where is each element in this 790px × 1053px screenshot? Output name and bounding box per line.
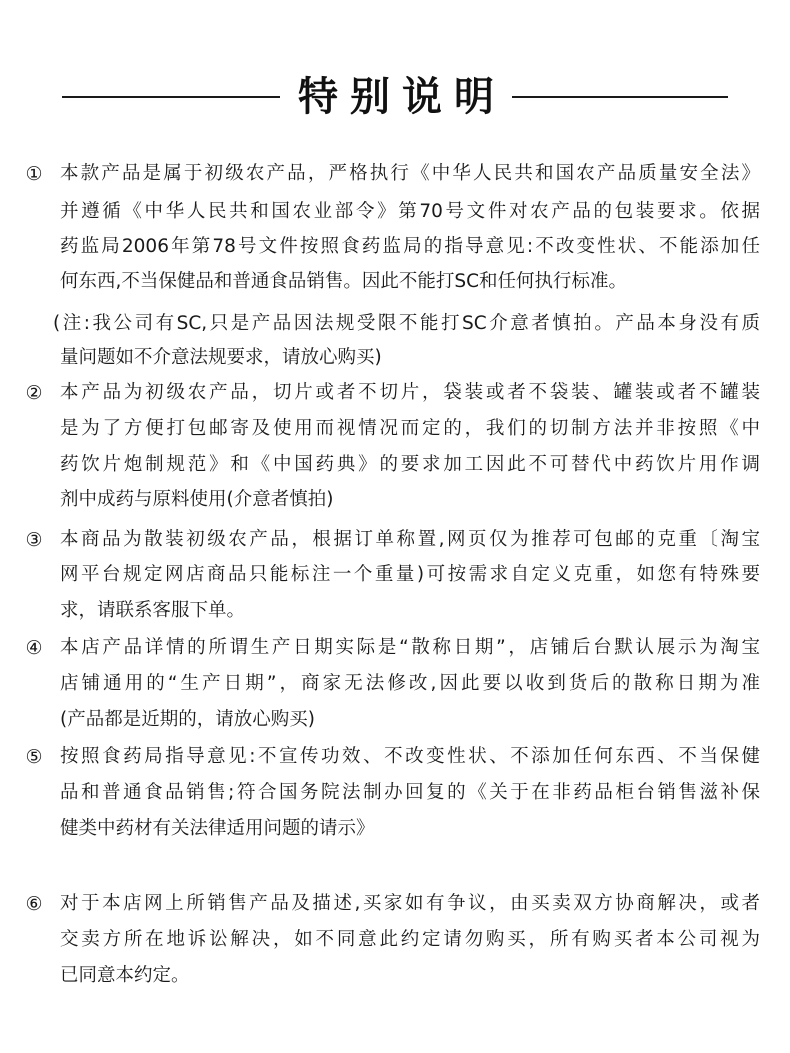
section-4-line-1: [0, 637, 790, 659]
section-text: 已同意本约定。: [60, 965, 190, 986]
section-3-line-1: [0, 529, 790, 551]
section-3-line-2: [0, 564, 790, 586]
note-text: 量问题如不介意法规要求，请放心购买): [60, 347, 382, 368]
section-text: 何东西,不当保健品和普通食品销售。因此不能打SC和任何执行标准。: [60, 271, 628, 292]
section-1-line-1: [0, 163, 790, 185]
note-text: (注:我公司有SC,只是产品因法规受限不能打SC介意者慎拍。产品本身没有质: [53, 313, 760, 334]
section-2-line-4: [0, 489, 790, 511]
section-1-line-2: [0, 201, 790, 223]
section-text: 本产品为初级农产品，切片或者不切片，袋装或者不袋装、罐装或者不罐装: [60, 382, 760, 403]
header: [0, 62, 790, 132]
section-number: ③: [25, 529, 43, 551]
section-text: 本店产品详情的所谓生产日期实际是“散称日期”，店铺后台默认展示为淘宝: [60, 637, 760, 658]
section-number: ②: [25, 382, 43, 404]
section-6-line-2: [0, 929, 790, 951]
section-number: ①: [25, 163, 43, 185]
section-text: (产品都是近期的，请放心购买): [60, 709, 315, 730]
section-5-line-2: [0, 782, 790, 804]
section-text: 剂中成药与原料使用(介意者慎拍): [60, 489, 334, 510]
section-6-line-3: [0, 965, 790, 987]
section-text: 本商品为散装初级农产品，根据订单称置,网页仅为推荐可包邮的克重〔淘宝: [60, 529, 760, 550]
section-number: ⑥: [25, 893, 43, 915]
left-divider: [62, 96, 280, 98]
section-3-line-3: [0, 600, 790, 622]
section-text: 药饮片炮制规范》和《中国药典》的要求加工因此不可替代中药饮片用作调: [60, 454, 760, 475]
section-text: 是为了方便打包邮寄及使用而视情况而定的，我们的切制方法并非按照《中: [60, 418, 760, 439]
section-2-line-2: [0, 418, 790, 440]
section-1-line-3: [0, 236, 790, 258]
section-4-line-3: [0, 709, 790, 731]
section-text: 本款产品是属于初级农产品，严格执行《中华人民共和国农产品质量安全法》: [60, 163, 760, 184]
section-number: ⑤: [25, 746, 43, 768]
section-5-line-1: [0, 746, 790, 768]
section-text: 并遵循《中华人民共和国农业部令》第70号文件对农产品的包装要求。依据: [60, 201, 760, 222]
section-text: 网平台规定网店商品只能标注一个重量)可按需求自定义克重，如您有特殊要: [60, 564, 760, 585]
section-6-line-1: [0, 893, 790, 915]
section-number: ④: [25, 637, 43, 659]
section-2-line-3: [0, 454, 790, 476]
section-1-note-line-1: [0, 313, 790, 335]
section-text: 对于本店网上所销售产品及描述,买家如有争议，由买卖双方协商解决，或者: [60, 893, 760, 914]
section-5-line-3: [0, 818, 790, 840]
section-text: 店铺通用的“生产日期”，商家无法修改,因此要以收到货后的散称日期为准: [60, 673, 760, 694]
section-text: 求，请联系客服下单。: [60, 600, 246, 621]
right-divider: [512, 96, 728, 98]
section-text: 健类中药材有关法律适用问题的请示》: [60, 818, 375, 839]
section-text: 按照食药局指导意见:不宣传功效、不改变性状、不添加任何东西、不当保健: [60, 746, 760, 767]
section-text: 品和普通食品销售;符合国务院法制办回复的《关于在非药品柜台销售滋补保: [60, 782, 760, 803]
section-4-line-2: [0, 673, 790, 695]
page-title: 特别说明: [298, 73, 506, 120]
section-2-line-1: [0, 382, 790, 404]
section-text: 药监局2006年第78号文件按照食药监局的指导意见:不改变性状、不能添加任: [60, 236, 760, 257]
section-text: 交卖方所在地诉讼解决，如不同意此约定请勿购买，所有购买者本公司视为: [60, 929, 760, 950]
section-1-line-4: [0, 271, 790, 293]
section-1-note-line-2: [0, 347, 790, 369]
